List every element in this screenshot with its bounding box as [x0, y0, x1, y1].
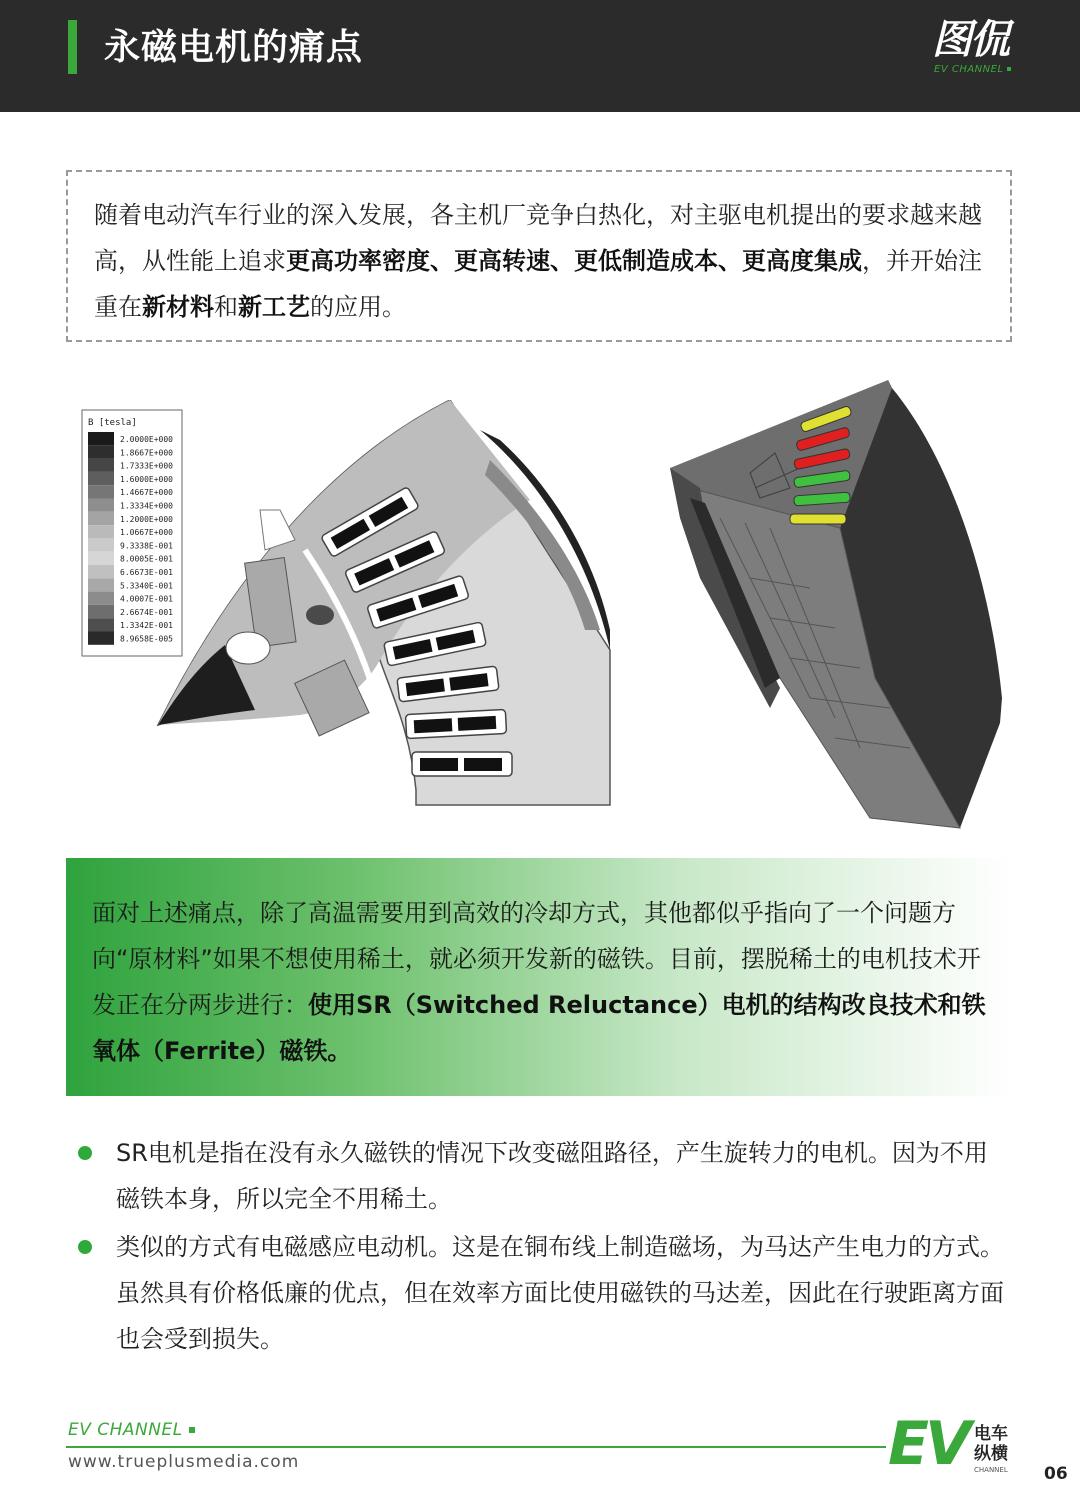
footer-channel-text: EV CHANNEL: [68, 1420, 183, 1440]
intro-text-2: ，并开始注重在: [94, 247, 982, 321]
legend-swatch: [88, 472, 114, 485]
legend-swatch: [88, 485, 114, 498]
legend-swatch: [88, 445, 114, 458]
brand-logo-sub-text: EV CHANNEL: [934, 64, 1004, 75]
bullet-list: [74, 1130, 1004, 1364]
brand-logo-sub: [934, 64, 1011, 75]
legend-value: 1.8667E+000: [120, 448, 173, 458]
legend-swatch: [88, 538, 114, 551]
bullet-text: SR电机是指在没有永久磁铁的情况下改变磁阻路径，产生旋转力的电机。因为不用磁铁本身，所以完全不用稀土。: [116, 1139, 988, 1213]
intro-paragraph: [94, 192, 994, 330]
legend-value: 1.7333E+000: [120, 461, 173, 471]
legend-value: 1.6000E+000: [120, 474, 173, 484]
legend-swatch: [88, 432, 114, 445]
highlight-box: [66, 858, 1012, 1096]
legend-value: 5.3340E-001: [120, 581, 173, 591]
motor-3d-model: [670, 380, 1002, 828]
intro-bold-1: 更高功率密度、更高转速、更低制造成本、更高度集成: [286, 247, 862, 275]
legend-swatch: [88, 459, 114, 472]
footer-logo-cn1: 电车: [974, 1424, 1008, 1444]
footer-divider: [66, 1446, 886, 1448]
footer-channel: [68, 1420, 195, 1440]
legend-value: 8.0005E-001: [120, 554, 173, 564]
legend-swatch: [88, 605, 114, 618]
legend-swatch: [88, 632, 114, 645]
legend-swatch: [88, 499, 114, 512]
legend-swatch: [88, 565, 114, 578]
intro-text-1: 随着电动汽车行业的深入发展，各主机厂竞争白热化，对主驱电机提出的要求越来越高，从性能上追求: [94, 201, 982, 275]
page-number: 06: [1044, 1464, 1068, 1484]
legend-swatch: [88, 525, 114, 538]
legend-value: 6.6673E-001: [120, 568, 173, 577]
footer-logo-cn2: 纵横: [974, 1444, 1008, 1464]
legend-value: 1.3334E+000: [120, 501, 173, 511]
legend-value: 2.0000E+000: [120, 435, 173, 444]
page-header: [0, 0, 1080, 112]
legend-value: 1.0667E+000: [120, 528, 173, 538]
bullet-dot-icon: [78, 1146, 92, 1160]
bullet-text: 类似的方式有电磁感应电动机。这是在铜布线上制造磁场，为马达产生电力的方式。虽然具有价格低廉的优点，但在效率方面比使用磁铁的马达差，因此在行驶距离方面也会受到损失。: [116, 1233, 1004, 1353]
legend-swatch: [88, 618, 114, 631]
legend-value: 2.6674E-001: [120, 607, 173, 617]
list-item: [74, 1130, 1004, 1222]
footer-logo-channel: CHANNEL: [974, 1466, 1008, 1474]
square-icon: [189, 1427, 195, 1433]
square-icon: [1007, 67, 1011, 71]
legend-swatch: [88, 592, 114, 605]
legend-swatch: [88, 552, 114, 565]
legend-value: 1.3342E-001: [120, 621, 173, 631]
intro-text-3: 和: [214, 293, 238, 321]
list-item: [74, 1224, 1004, 1362]
intro-text-4: 的应用。: [310, 293, 406, 321]
bullet-dot-icon: [78, 1240, 92, 1254]
intro-box: [66, 170, 1012, 342]
header-accent-bar: [68, 20, 77, 74]
highlight-bold: 使用SR（Switched Reluctance）电机的结构改良技术和铁氧体（Ferrite）磁铁。: [92, 991, 986, 1065]
motor-3d-figure: [660, 378, 1010, 830]
legend-value: 8.9658E-005: [120, 634, 173, 644]
highlight-text: 面对上述痛点，除了高温需要用到高效的冷却方式，其他都似乎指向了一个问题方向“原材料”如果不想使用稀土，就必须开发新的磁铁。目前，摆脱稀土的电机技术开发正在分两步进行：: [92, 899, 981, 1019]
legend-value: 1.4667E+000: [120, 488, 173, 498]
motor-sector-image: [158, 400, 610, 805]
flux-density-figure: [80, 400, 620, 810]
footer-url: www.trueplusmedia.com: [68, 1452, 300, 1472]
intro-bold-2: 新材料: [142, 293, 214, 321]
footer-logo-ev: EV: [888, 1409, 968, 1479]
brand-logo: 图侃: [932, 17, 1008, 63]
legend-value: 4.0007E-001: [120, 594, 173, 604]
legend-value: 1.2000E+000: [120, 514, 173, 524]
legend-title: B [tesla]: [88, 418, 137, 428]
legend-swatch: [88, 512, 114, 525]
flux-legend: [82, 410, 182, 656]
legend-swatch: [88, 578, 114, 591]
highlight-paragraph: [92, 890, 992, 1074]
legend-value: 9.3338E-001: [120, 541, 173, 551]
page-title: 永磁电机的痛点: [104, 27, 364, 68]
intro-bold-3: 新工艺: [238, 293, 310, 321]
